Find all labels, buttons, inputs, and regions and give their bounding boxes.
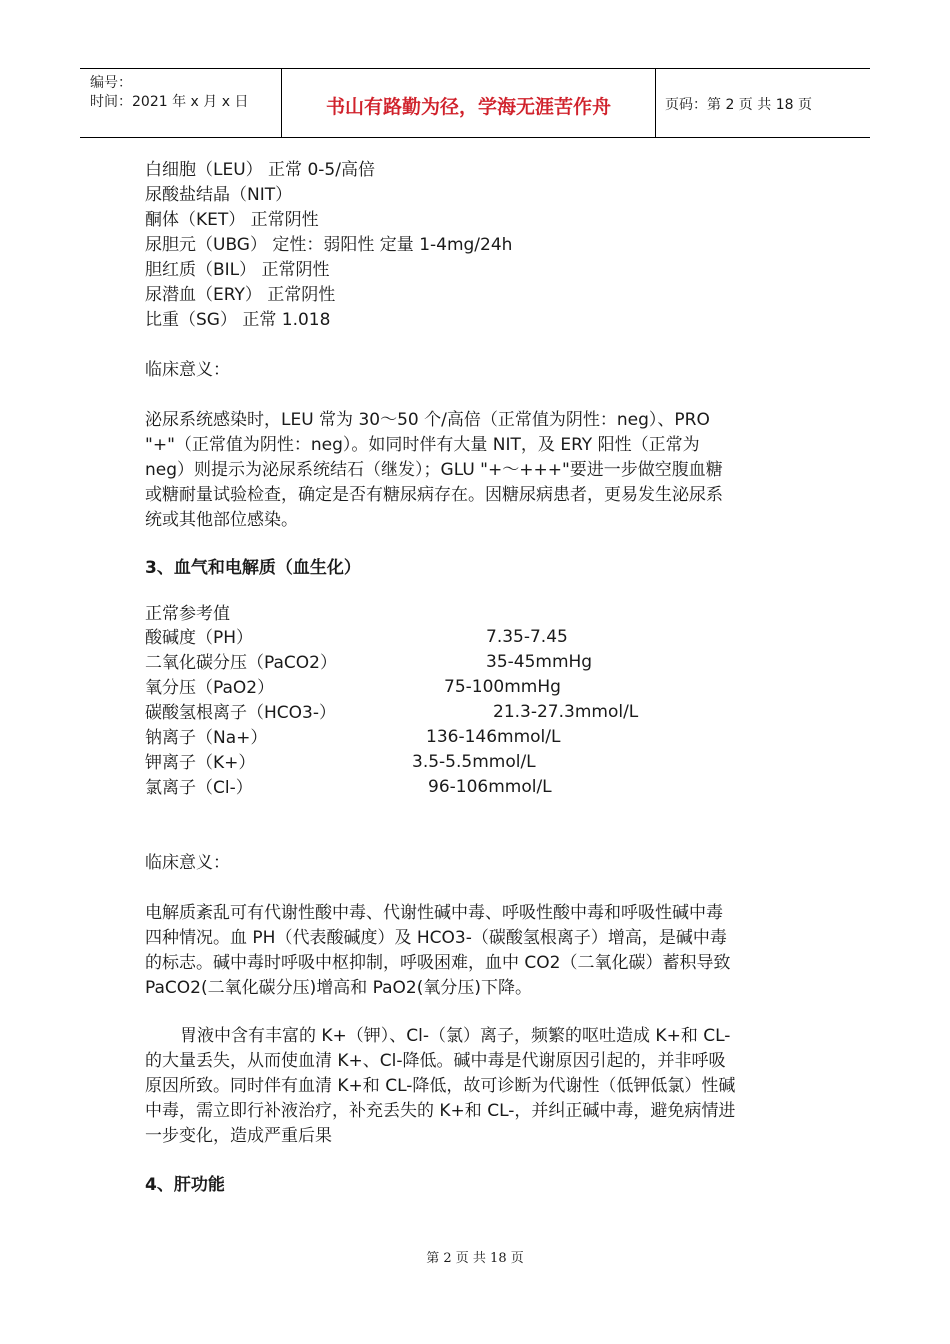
urine-item: 胆红质（BIL） 正常阴性 bbox=[145, 260, 330, 280]
reference-item-value: 136-146mmol/L bbox=[426, 727, 561, 747]
header-motto: 书山有路勤为径，学海无涯苦作舟 bbox=[325, 96, 611, 118]
urine-item: 比重（SG） 正常 1.018 bbox=[145, 310, 331, 330]
header-page-cell bbox=[655, 69, 870, 137]
document-number-label: 编号： bbox=[90, 75, 132, 91]
paragraph-line: neg）则提示为泌尿系统结石（继发）；GLU "+～+++"要进一步做空腹血糖 bbox=[145, 460, 723, 480]
paragraph-line: 一步变化，造成严重后果 bbox=[145, 1126, 332, 1146]
urine-item: 酮体（KET） 正常阴性 bbox=[145, 210, 319, 230]
reference-item-value: 35-45mmHg bbox=[486, 652, 593, 672]
reference-item-name: 钠离子（Na+） bbox=[145, 728, 268, 748]
reference-item-name: 氧分压（PaO2） bbox=[145, 678, 275, 698]
reference-item-name: 二氧化碳分压（PaCO2） bbox=[145, 653, 337, 673]
paragraph-line: 统或其他部位感染。 bbox=[145, 510, 298, 530]
reference-item-value: 21.3-27.3mmol/L bbox=[493, 702, 639, 722]
header-meta-cell bbox=[80, 69, 280, 137]
reference-item-value: 7.35-7.45 bbox=[486, 627, 568, 647]
reference-item-name: 碳酸氢根离子（HCO3-） bbox=[145, 703, 336, 723]
urine-item: 尿潜血（ERY） 正常阴性 bbox=[145, 285, 336, 305]
paragraph-line: 中毒，需立即行补液治疗，补充丢失的 K+和 CL-，并纠正碱中毒，避免病情进 bbox=[145, 1101, 736, 1121]
reference-values-label: 正常参考值 bbox=[145, 604, 230, 624]
document-date-label: 时间：2021 年 x 月 x 日 bbox=[90, 94, 249, 110]
paragraph-line: 的标志。碱中毒时呼吸中枢抑制，呼吸困难，血中 CO2（二氧化碳）蓄积导致 bbox=[145, 953, 731, 973]
paragraph-line: "+"（正常值为阴性：neg）。如同时伴有大量 NIT，及 ERY 阳性（正常为 bbox=[145, 435, 700, 455]
section-heading: 4、肝功能 bbox=[145, 1175, 225, 1195]
paragraph-line: 或糖耐量试验检查，确定是否有糖尿病存在。因糖尿病患者，更易发生泌尿系 bbox=[145, 485, 723, 505]
urine-item: 尿胆元（UBG） 定性：弱阳性 定量 1-4mg/24h bbox=[145, 235, 513, 255]
paragraph-line: 胃液中含有丰富的 K+（钾）、Cl-（氯）离子，频繁的呕吐造成 K+和 CL- bbox=[180, 1026, 731, 1046]
page-footer: 第 2 页 共 18 页 bbox=[426, 1251, 524, 1266]
urine-item: 尿酸盐结晶（NIT） bbox=[145, 185, 293, 205]
clinical-significance-label: 临床意义： bbox=[145, 360, 230, 380]
reference-item-name: 酸碱度（PH） bbox=[145, 628, 254, 648]
paragraph-line: 电解质紊乱可有代谢性酸中毒、代谢性碱中毒、呼吸性酸中毒和呼吸性碱中毒 bbox=[145, 903, 723, 923]
reference-item-name: 钾离子（K+） bbox=[145, 753, 256, 773]
paragraph-line: PaCO2(二氧化碳分压)增高和 PaO2(氧分压)下降。 bbox=[145, 978, 533, 998]
section-heading: 3、血气和电解质（血生化） bbox=[145, 558, 361, 578]
paragraph-line: 的大量丢失，从而使血清 K+、Cl-降低。碱中毒是代谢原因引起的，并非呼吸 bbox=[145, 1051, 726, 1071]
header-page-info: 页码：第 2 页 共 18 页 bbox=[665, 97, 812, 113]
clinical-significance-label: 临床意义： bbox=[145, 853, 230, 873]
page-header bbox=[80, 68, 870, 138]
header-motto-cell bbox=[281, 69, 656, 137]
urine-item: 白细胞（LEU） 正常 0-5/高倍 bbox=[145, 160, 375, 180]
reference-item-name: 氯离子（Cl-） bbox=[145, 778, 253, 798]
paragraph-line: 原因所致。同时伴有血清 K+和 CL-降低，故可诊断为代谢性（低钾低氯）性碱 bbox=[145, 1076, 736, 1096]
reference-item-value: 75-100mmHg bbox=[444, 677, 561, 697]
paragraph-line: 四种情况。血 PH（代表酸碱度）及 HCO3-（碳酸氢根离子）增高，是碱中毒 bbox=[145, 928, 727, 948]
reference-item-value: 3.5-5.5mmol/L bbox=[412, 752, 536, 772]
paragraph-line: 泌尿系统感染时，LEU 常为 30～50 个/高倍（正常值为阴性：neg）、PRO bbox=[145, 410, 710, 430]
reference-item-value: 96-106mmol/L bbox=[428, 777, 552, 797]
